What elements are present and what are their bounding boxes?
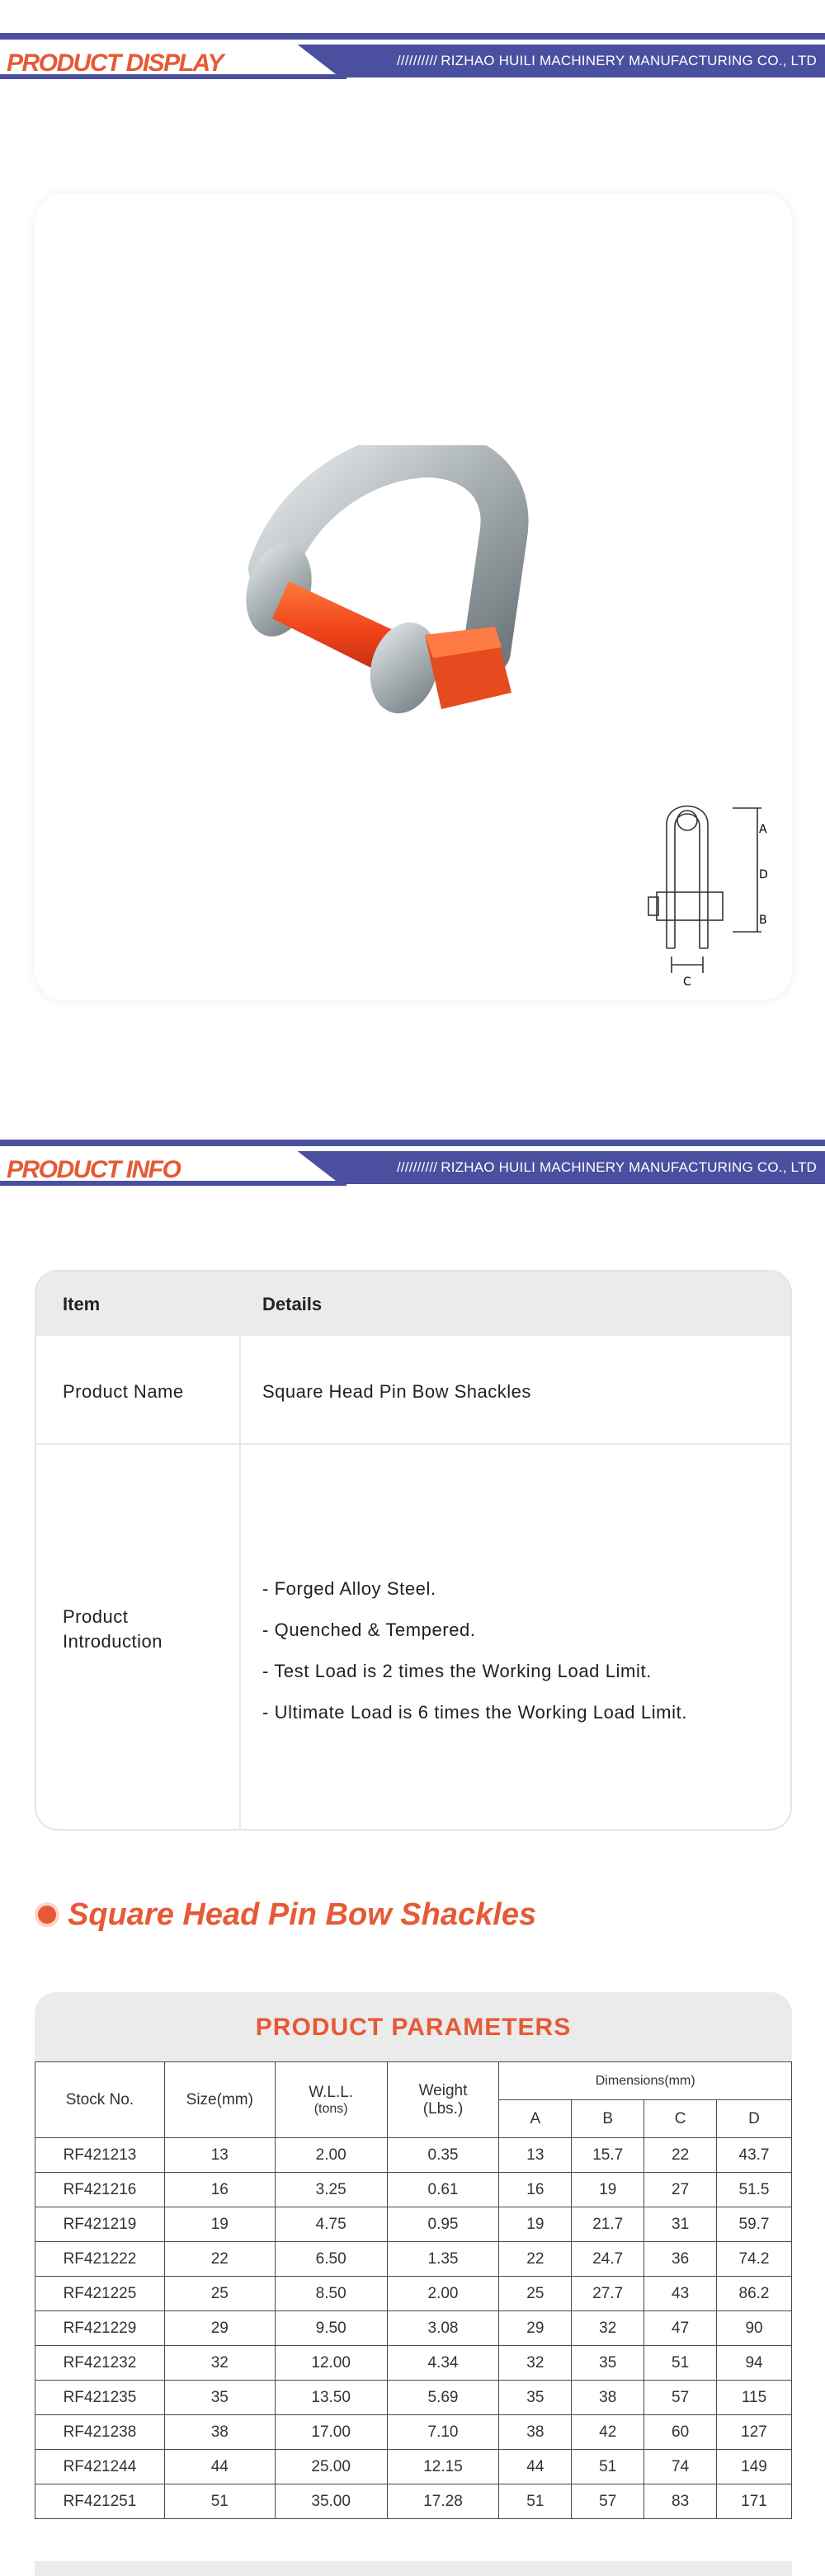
product-info-table xyxy=(35,1270,792,1831)
table-cell: 32 xyxy=(499,2346,572,2381)
table-cell: RF421213 xyxy=(35,2138,165,2173)
table-cell: 86.2 xyxy=(717,2277,792,2311)
table-cell: 22 xyxy=(499,2242,572,2277)
table-cell: 35.00 xyxy=(275,2484,387,2519)
table-cell: 12.00 xyxy=(275,2346,387,2381)
table-row xyxy=(35,2311,792,2346)
table-cell: 90 xyxy=(717,2311,792,2346)
table-cell: 0.95 xyxy=(387,2207,499,2242)
table-row xyxy=(35,2173,792,2207)
table-cell: 3.25 xyxy=(275,2173,387,2207)
intro-bullet: - Quenched & Tempered. xyxy=(262,1619,476,1640)
table-cell: 13 xyxy=(499,2138,572,2173)
table-cell: 35 xyxy=(572,2346,644,2381)
table-row xyxy=(35,2346,792,2381)
bullet-dot-icon xyxy=(35,1902,59,1927)
table-cell: 1.35 xyxy=(387,2242,499,2277)
table-cell: 29 xyxy=(164,2311,275,2346)
table-row xyxy=(35,2450,792,2484)
banner-company xyxy=(397,53,817,69)
table-cell: 12.15 xyxy=(387,2450,499,2484)
table-cell: 149 xyxy=(717,2450,792,2484)
product-introduction-list xyxy=(262,1568,687,1733)
table-cell: 43 xyxy=(644,2277,717,2311)
table-cell: 17.00 xyxy=(275,2415,387,2450)
diagram-label-d: D xyxy=(759,868,768,881)
table-cell: 51 xyxy=(572,2450,644,2484)
table-cell: 29 xyxy=(499,2311,572,2346)
table-cell: 59.7 xyxy=(717,2207,792,2242)
col-dimensions: Dimensions(mm) xyxy=(499,2062,792,2100)
table-cell: 51.5 xyxy=(717,2173,792,2207)
table-cell: RF421219 xyxy=(35,2207,165,2242)
col-wll-label: W.L.L. xyxy=(309,2083,354,2101)
banner-top-line xyxy=(0,1140,825,1146)
table-cell: 36 xyxy=(644,2242,717,2277)
info-header-item: Item xyxy=(63,1294,101,1314)
table-cell: 3.08 xyxy=(387,2311,499,2346)
table-cell: 2.00 xyxy=(275,2138,387,2173)
table-cell: 171 xyxy=(717,2484,792,2519)
table-cell: 15.7 xyxy=(572,2138,644,2173)
table-cell: RF421216 xyxy=(35,2173,165,2207)
table-cell: 31 xyxy=(644,2207,717,2242)
table-cell: 4.34 xyxy=(387,2346,499,2381)
table-cell: 0.61 xyxy=(387,2173,499,2207)
table-cell: 5.69 xyxy=(387,2381,499,2415)
table-cell: 38 xyxy=(499,2415,572,2450)
banner-slashes: ////////// xyxy=(397,1159,438,1175)
table-cell: 13.50 xyxy=(275,2381,387,2415)
parameters-body xyxy=(35,2138,792,2519)
product-name-label: Product Name xyxy=(63,1381,184,1402)
table-cell: 25 xyxy=(499,2277,572,2311)
table-cell: 16 xyxy=(164,2173,275,2207)
col-dim-c: C xyxy=(644,2100,717,2138)
table-cell: 32 xyxy=(164,2346,275,2381)
section-heading xyxy=(35,1893,536,1936)
col-dim-a: A xyxy=(499,2100,572,2138)
table-cell: 25.00 xyxy=(275,2450,387,2484)
table-cell: 38 xyxy=(164,2415,275,2450)
parameters-table xyxy=(35,2061,792,2519)
table-cell: 24.7 xyxy=(572,2242,644,2277)
table-cell: 2.00 xyxy=(387,2277,499,2311)
table-cell: 22 xyxy=(164,2242,275,2277)
col-size: Size(mm) xyxy=(164,2062,275,2138)
table-row xyxy=(35,2138,792,2173)
table-cell: 25 xyxy=(164,2277,275,2311)
diagram-label-b: B xyxy=(759,914,767,927)
table-cell: 19 xyxy=(164,2207,275,2242)
product-parameters xyxy=(35,1992,792,2576)
intro-bullet: - Test Load is 2 times the Working Load Limit. xyxy=(262,1661,652,1681)
col-weight-unit: (Lbs.) xyxy=(422,2099,464,2118)
table-cell: 8.50 xyxy=(275,2277,387,2311)
table-row xyxy=(35,2484,792,2519)
table-cell: 115 xyxy=(717,2381,792,2415)
intro-bullet: - Forged Alloy Steel. xyxy=(262,1578,436,1599)
table-cell: RF421225 xyxy=(35,2277,165,2311)
parameters-header xyxy=(35,1992,792,2061)
col-stock-no: Stock No. xyxy=(35,2062,165,2138)
shackle-photo xyxy=(239,445,602,775)
info-row-product-introduction xyxy=(36,1445,790,1831)
table-cell: 57 xyxy=(644,2381,717,2415)
table-cell: 74.2 xyxy=(717,2242,792,2277)
table-cell: 51 xyxy=(644,2346,717,2381)
diagram-label-c: C xyxy=(683,975,691,989)
table-cell: 42 xyxy=(572,2415,644,2450)
col-wll-unit: (tons) xyxy=(314,2101,348,2116)
table-cell: 16 xyxy=(499,2173,572,2207)
parameters-footer xyxy=(35,2561,792,2576)
banner-title: PRODUCT INFO xyxy=(7,1156,181,1183)
table-cell: 60 xyxy=(644,2415,717,2450)
table-cell: 32 xyxy=(572,2311,644,2346)
col-wll xyxy=(275,2062,387,2138)
table-row xyxy=(35,2207,792,2242)
intro-bullet: - Ultimate Load is 6 times the Working Load Limit. xyxy=(262,1702,688,1723)
table-cell: 27 xyxy=(644,2173,717,2207)
product-display-banner xyxy=(0,33,825,87)
section-title: Square Head Pin Bow Shackles xyxy=(68,1897,537,1932)
dimension-diagram xyxy=(617,800,782,990)
table-cell: 19 xyxy=(499,2207,572,2242)
product-name-value: Square Head Pin Bow Shackles xyxy=(262,1381,531,1402)
table-cell: 51 xyxy=(164,2484,275,2519)
product-info-banner xyxy=(0,1140,825,1194)
table-cell: RF421229 xyxy=(35,2311,165,2346)
table-cell: 0.35 xyxy=(387,2138,499,2173)
table-cell: 74 xyxy=(644,2450,717,2484)
table-cell: 21.7 xyxy=(572,2207,644,2242)
table-cell: 127 xyxy=(717,2415,792,2450)
info-header-row xyxy=(36,1272,790,1336)
table-cell: 35 xyxy=(164,2381,275,2415)
table-cell: 27.7 xyxy=(572,2277,644,2311)
table-cell: 9.50 xyxy=(275,2311,387,2346)
diagram-label-a: A xyxy=(759,823,767,836)
table-cell: 44 xyxy=(164,2450,275,2484)
table-cell: 13 xyxy=(164,2138,275,2173)
banner-top-line xyxy=(0,33,825,40)
table-row xyxy=(35,2415,792,2450)
table-row xyxy=(35,2277,792,2311)
table-cell: 7.10 xyxy=(387,2415,499,2450)
table-cell: 22 xyxy=(644,2138,717,2173)
table-cell: 17.28 xyxy=(387,2484,499,2519)
table-cell: 6.50 xyxy=(275,2242,387,2277)
table-cell: 38 xyxy=(572,2381,644,2415)
banner-company-name: RIZHAO HUILI MACHINERY MANUFACTURING CO., LTD xyxy=(441,53,817,68)
table-cell: 47 xyxy=(644,2311,717,2346)
table-cell: 35 xyxy=(499,2381,572,2415)
table-cell: 43.7 xyxy=(717,2138,792,2173)
info-header-details: Details xyxy=(262,1294,323,1314)
table-cell: 19 xyxy=(572,2173,644,2207)
info-row-product-name xyxy=(36,1336,790,1445)
table-cell: RF421251 xyxy=(35,2484,165,2519)
table-cell: RF421244 xyxy=(35,2450,165,2484)
table-row xyxy=(35,2381,792,2415)
banner-company-name: RIZHAO HUILI MACHINERY MANUFACTURING CO., LTD xyxy=(441,1159,817,1175)
banner-title: PRODUCT DISPLAY xyxy=(7,49,223,77)
table-cell: RF421238 xyxy=(35,2415,165,2450)
table-cell: 94 xyxy=(717,2346,792,2381)
col-dim-d: D xyxy=(717,2100,792,2138)
table-cell: RF421235 xyxy=(35,2381,165,2415)
col-weight-label: Weight xyxy=(418,2081,468,2099)
banner-slashes: ////////// xyxy=(397,53,438,68)
col-dim-b: B xyxy=(572,2100,644,2138)
banner-company xyxy=(397,1159,817,1176)
table-cell: 57 xyxy=(572,2484,644,2519)
table-cell: 4.75 xyxy=(275,2207,387,2242)
table-cell: 44 xyxy=(499,2450,572,2484)
product-introduction-label: Product Introduction xyxy=(63,1606,163,1652)
table-cell: RF421222 xyxy=(35,2242,165,2277)
table-cell: RF421232 xyxy=(35,2346,165,2381)
table-cell: 51 xyxy=(499,2484,572,2519)
col-weight xyxy=(387,2062,499,2138)
table-cell: 83 xyxy=(644,2484,717,2519)
table-row xyxy=(35,2242,792,2277)
parameters-title: PRODUCT PARAMETERS xyxy=(255,2014,572,2041)
info-column-divider xyxy=(239,1336,241,1831)
